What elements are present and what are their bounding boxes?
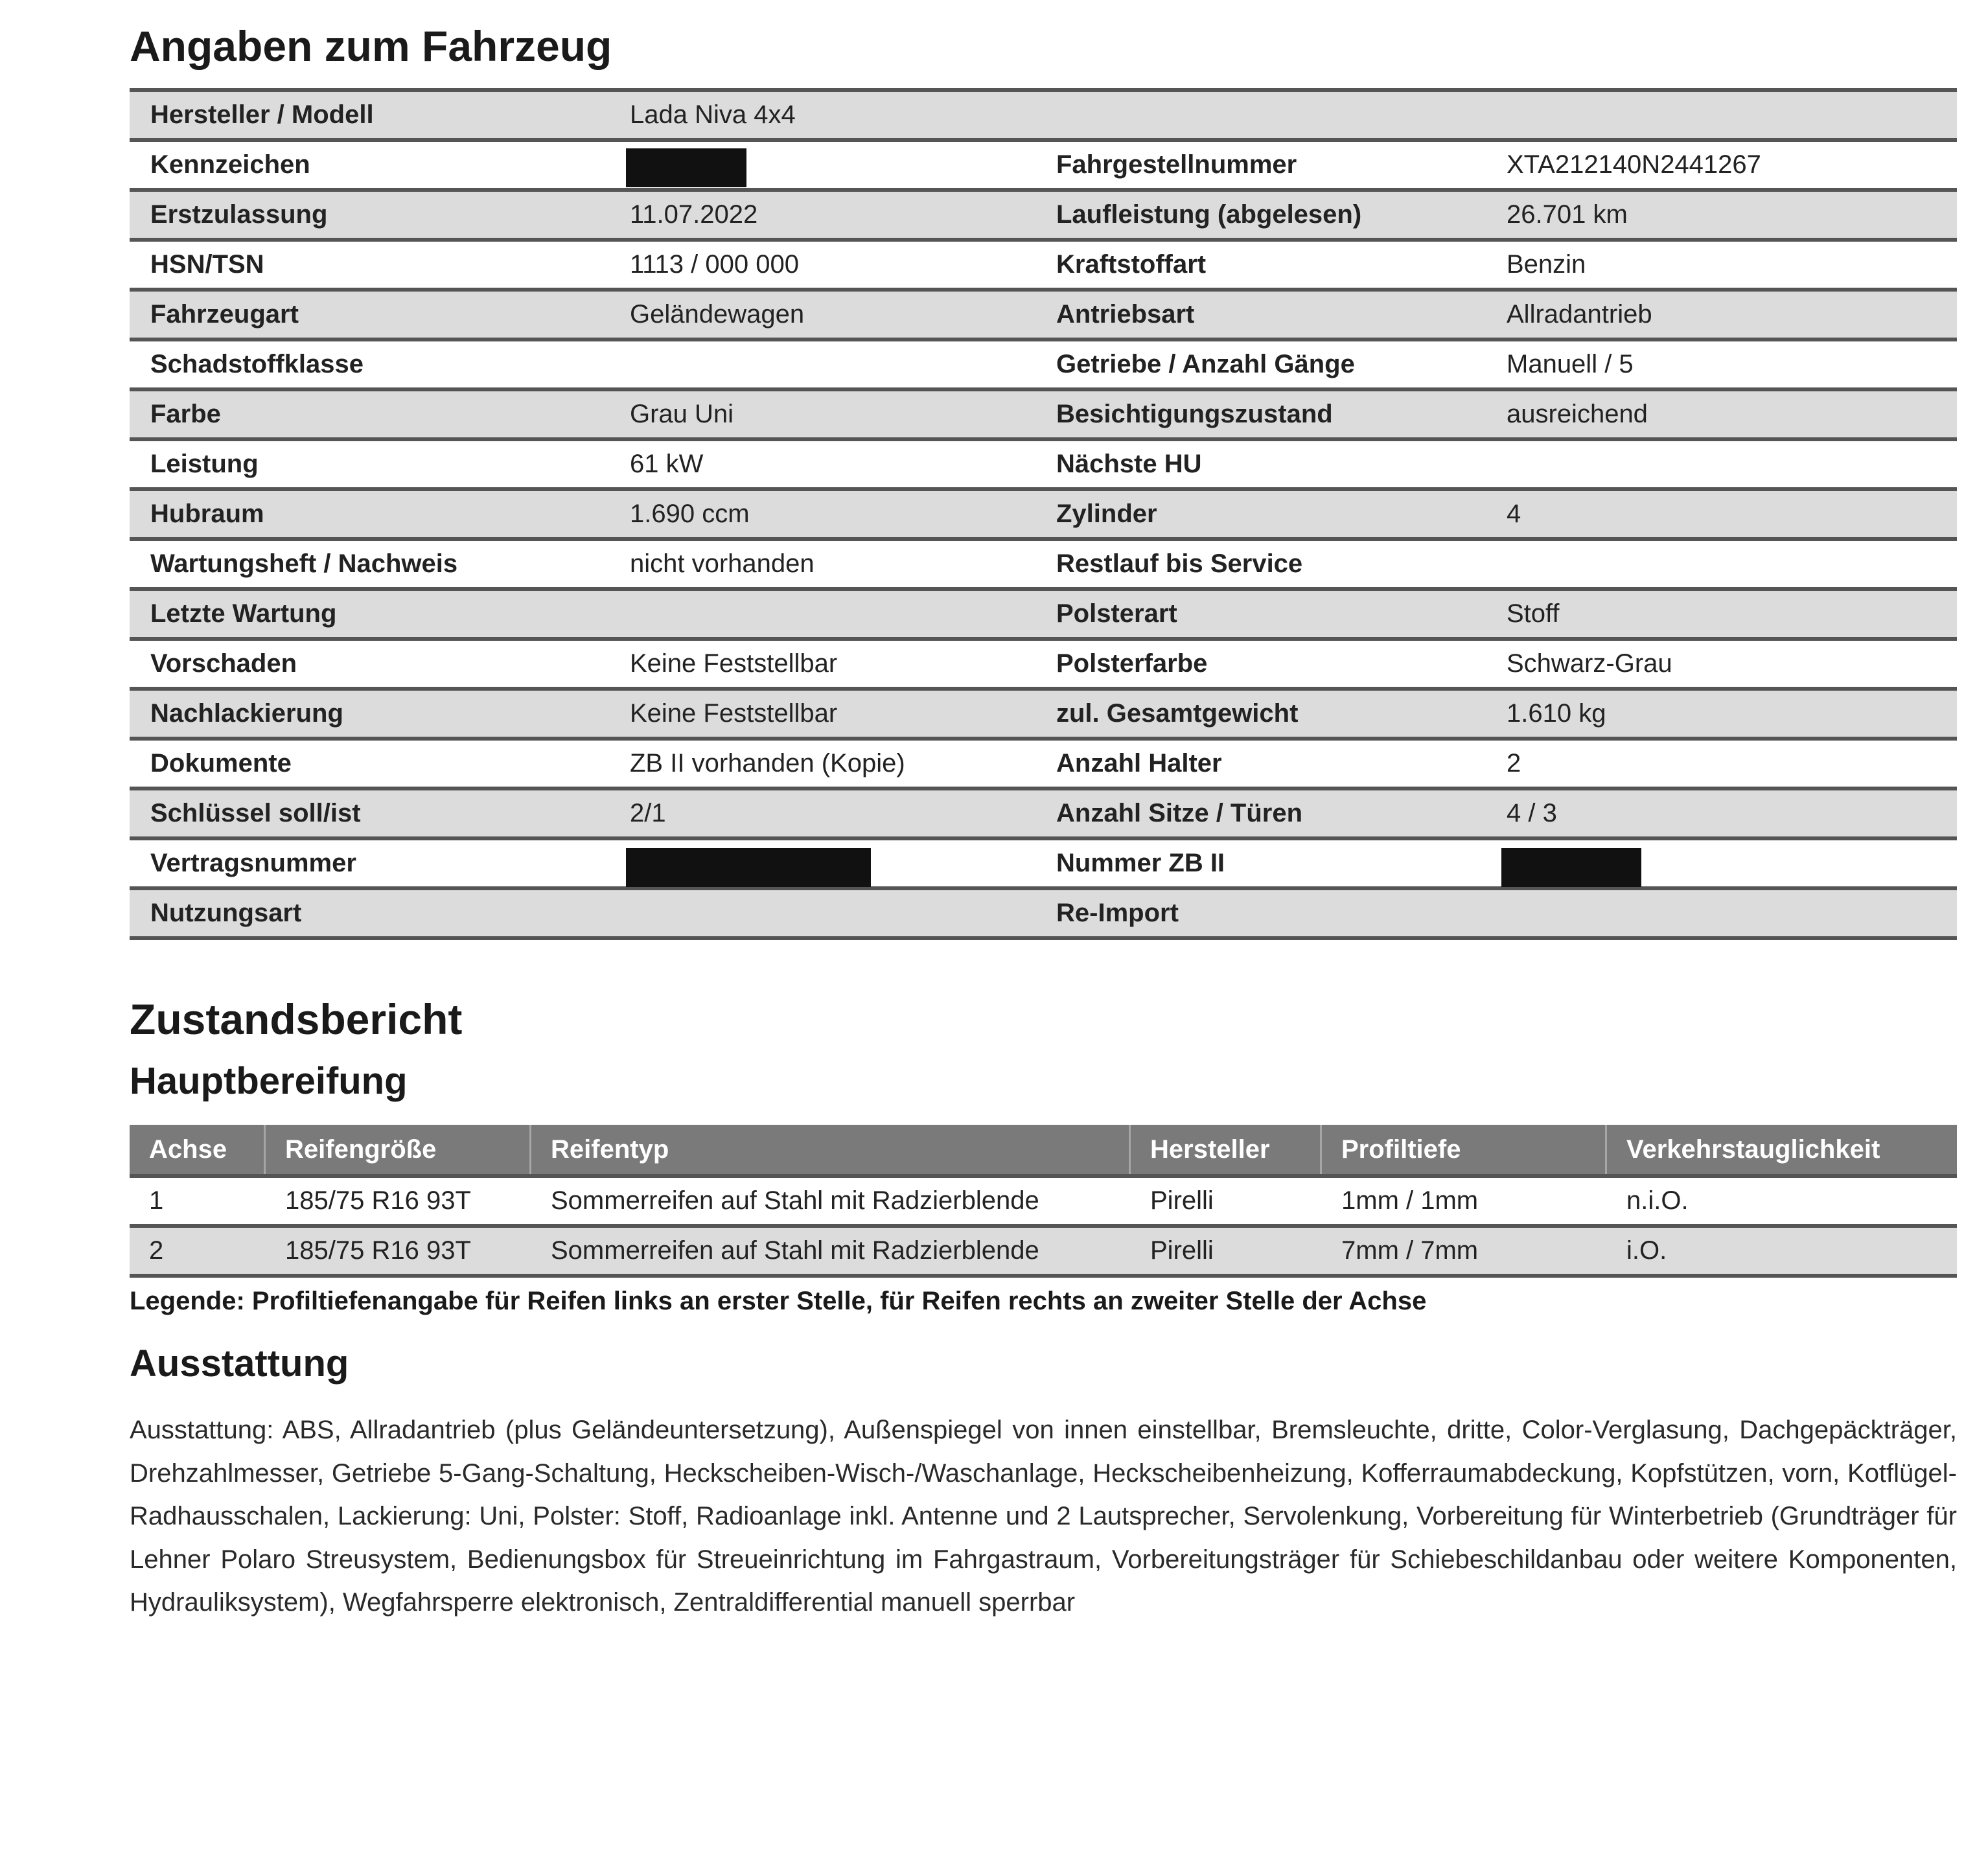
row-label-2: Polsterfarbe [1056, 649, 1208, 678]
row-value-2: ausreichend [1507, 400, 1648, 428]
table-row [130, 691, 1957, 741]
table-row [130, 491, 1957, 541]
row-value: Keine Feststellbar [630, 699, 838, 728]
row-label-2: Nummer ZB II [1056, 849, 1225, 877]
table-row [130, 341, 1957, 391]
table-row [130, 541, 1957, 591]
row-label: HSN/TSN [150, 250, 264, 279]
tires-heading: Hauptbereifung [130, 1060, 408, 1102]
table-row [130, 242, 1957, 292]
row-value [622, 142, 1056, 188]
table-cell: 185/75 R16 93T [285, 1236, 471, 1265]
table-row [130, 591, 1957, 641]
column-header: Hersteller [1131, 1125, 1322, 1174]
row-value: 1.690 ccm [630, 500, 750, 528]
redaction-block [1501, 848, 1641, 887]
row-value-2: XTA212140N2441267 [1507, 150, 1761, 179]
row-label-2: Re-Import [1056, 899, 1179, 927]
row-value: ZB II vorhanden (Kopie) [630, 749, 905, 778]
table-cell: 1 [149, 1186, 164, 1215]
equipment-text: Ausstattung: ABS, Allradantrieb (plus Geländeuntersetzung), Außenspiegel von innen einstellbar, Bremsleuchte, dritte, Color-Verglasung, Dachgepäckträger, Drehzahlmesser, Getriebe 5-Gang-Schaltung, Heckscheiben-Wisch-/Waschanlage, Heckscheibenheizung, Kofferraumabdeckung, Kopfstützen, vorn, Kotflügel-Radhausschalen, Lackierung: Uni, Polster: Stoff, Radioanlage inkl. Antenne und 2 Lautsprecher, Servolenkung, Vorbereitung für Winterbetrieb (Grundträger für Lehner Polaro Streusystem, Bedienungsbox für Streueinrichtung im Fahrgastraum, Vorbereitungsträger für Schiebeschildanbau oder weitere Komponenten, Hydrauliksystem), Wegfahrsperre elektronisch, Zentraldifferential manuell sperrbar [130, 1416, 1957, 1617]
row-label-2: Anzahl Halter [1056, 749, 1222, 778]
row-value [622, 591, 1056, 637]
row-label: Nachlackierung [150, 699, 343, 728]
row-value: Lada Niva 4x4 [630, 100, 796, 129]
row-value-2: 1.610 kg [1507, 699, 1606, 728]
column-header: Verkehrstauglichkeit [1626, 1135, 1880, 1164]
table-cell: 1mm / 1mm [1341, 1186, 1479, 1215]
table-cell: 185/75 R16 93T [285, 1186, 471, 1215]
row-label-2: Getriebe / Anzahl Gänge [1056, 350, 1355, 378]
row-value-2: 4 [1507, 500, 1521, 528]
row-label-2: Polsterart [1056, 599, 1177, 628]
table-row [130, 1178, 1957, 1228]
table-row [130, 741, 1957, 790]
row-label-2: Anzahl Sitze / Türen [1056, 799, 1303, 827]
table-cell: Sommerreifen auf Stahl mit Radzierblende [551, 1186, 1039, 1215]
row-label: Farbe [150, 400, 221, 428]
row-value-2: Schwarz-Grau [1507, 649, 1672, 678]
table-cell: i.O. [1626, 1236, 1667, 1265]
table-cell: 2 [149, 1236, 164, 1265]
row-value: nicht vorhanden [630, 549, 815, 578]
table-row [130, 890, 1957, 940]
row-value [622, 840, 1056, 886]
row-value-2: 2 [1507, 749, 1521, 778]
table-cell: Pirelli [1150, 1186, 1214, 1215]
row-value [622, 341, 1056, 387]
row-value-2: Manuell / 5 [1507, 350, 1634, 378]
vehicle-table [130, 88, 1957, 940]
table-row [130, 391, 1957, 441]
tire-legend: Legende: Profiltiefenangabe für Reifen links an erster Stelle, für Reifen rechts an zweiter Stelle der Achse [130, 1287, 1427, 1315]
row-value: Grau Uni [630, 400, 734, 428]
row-value-2: 4 / 3 [1507, 799, 1557, 827]
row-value-2 [1507, 840, 1957, 886]
row-value-2 [1507, 541, 1957, 587]
table-cell: 7mm / 7mm [1341, 1236, 1479, 1265]
row-label: Hubraum [150, 500, 264, 528]
row-label-2: zul. Gesamtgewicht [1056, 699, 1299, 728]
row-value: Geländewagen [630, 300, 805, 328]
row-label: Vorschaden [150, 649, 297, 678]
row-value-2: 26.701 km [1507, 200, 1628, 229]
column-header: Reifentyp [531, 1125, 1131, 1174]
row-value-2 [1507, 890, 1957, 936]
row-label: Fahrzeugart [150, 300, 299, 328]
row-value: Keine Feststellbar [630, 649, 838, 678]
row-label-2: Laufleistung (abgelesen) [1056, 200, 1362, 229]
report-heading: Zustandsbericht [130, 995, 463, 1043]
row-label-2: Antriebsart [1056, 300, 1195, 328]
redaction-block [626, 148, 746, 187]
table-cell: n.i.O. [1626, 1186, 1689, 1215]
row-value-2 [1507, 441, 1957, 487]
row-label-2: Fahrgestellnummer [1056, 150, 1297, 179]
redaction-block [626, 848, 871, 887]
row-label: Wartungsheft / Nachweis [150, 549, 458, 578]
tire-table [130, 1125, 1957, 1278]
row-label-2: Nächste HU [1056, 450, 1202, 478]
vehicle-heading: Angaben zum Fahrzeug [130, 22, 612, 70]
column-header: Profiltiefe [1322, 1125, 1607, 1174]
table-row [130, 292, 1957, 341]
row-value-2: Allradantrieb [1507, 300, 1652, 328]
table-row [130, 641, 1957, 691]
table-row [130, 92, 1957, 142]
row-label: Nutzungsart [150, 899, 302, 927]
table-header [130, 1125, 1957, 1178]
row-label-2: Zylinder [1056, 500, 1157, 528]
row-label: Letzte Wartung [150, 599, 337, 628]
row-value: 2/1 [630, 799, 666, 827]
table-cell: Sommerreifen auf Stahl mit Radzierblende [551, 1236, 1039, 1265]
row-label: Kennzeichen [150, 150, 310, 179]
table-row [130, 790, 1957, 840]
column-header: Reifengröße [266, 1125, 531, 1174]
table-row [130, 142, 1957, 192]
row-label: Vertragsnummer [150, 849, 356, 877]
row-label-2: Restlauf bis Service [1056, 549, 1303, 578]
row-value: 1113 / 000 000 [630, 250, 799, 279]
row-value: 61 kW [630, 450, 704, 478]
row-label-2: Besichtigungszustand [1056, 400, 1333, 428]
row-value: 11.07.2022 [630, 200, 758, 229]
row-label: Schlüssel soll/ist [150, 799, 361, 827]
row-label: Hersteller / Modell [150, 100, 374, 129]
table-row [130, 441, 1957, 491]
table-row [130, 1228, 1957, 1278]
column-header: Achse [130, 1125, 266, 1174]
row-value-2: Stoff [1507, 599, 1560, 628]
row-value-2 [1507, 92, 1957, 138]
row-value [622, 890, 1056, 936]
row-value-2: Benzin [1507, 250, 1586, 279]
row-label: Dokumente [150, 749, 292, 778]
table-cell: Pirelli [1150, 1236, 1214, 1265]
table-row [130, 840, 1957, 890]
row-label: Schadstoffklasse [150, 350, 364, 378]
row-label-2: Kraftstoffart [1056, 250, 1207, 279]
table-row [130, 192, 1957, 242]
row-label: Erstzulassung [150, 200, 328, 229]
equipment-heading: Ausstattung [130, 1342, 349, 1385]
row-label: Leistung [150, 450, 259, 478]
